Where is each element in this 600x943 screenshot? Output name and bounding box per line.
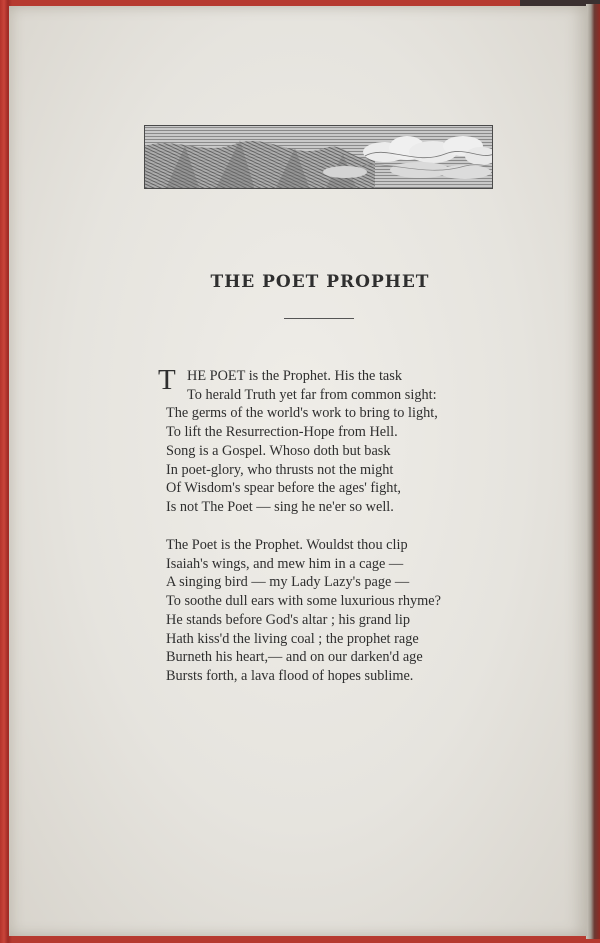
stanza-1 [158,364,506,517]
poem-line: Bursts forth, a lava flood of hopes sublime. [166,667,414,684]
poem-line: He stands before God's altar ; his grand lip [166,611,410,628]
page-edge [586,4,600,939]
title-rule [284,318,354,319]
engraving-art [145,126,493,189]
poem-line: HE POET is the Prophet. His the task [187,368,402,384]
poem-line: The germs of the world's work to bring to light, [166,405,438,422]
poem-line: Burneth his heart,— and on our darken'd age [166,649,423,666]
drop-cap: T [158,364,176,396]
poem-line: The Poet is the Prophet. Wouldst thou clip [166,537,408,553]
poem-line: To soothe dull ears with some luxurious rhyme? [166,593,441,610]
poem-line: Isaiah's wings, and mew him in a cage — [166,555,404,572]
cloud-engraving-headpiece [144,125,493,189]
poem-line: Song is a Gospel. Whoso doth but bask [166,442,391,459]
poem-line: Of Wisdom's spear before the ages' fight, [166,480,401,497]
poem-line: To lift the Resurrection-Hope from Hell. [166,424,398,441]
stanza-2 [166,536,506,686]
poem-line: Hath kiss'd the living coal ; the prophet rage [166,630,419,647]
poem-line: To herald Truth yet far from common sight: [187,386,437,403]
poem-title: THE POET PROPHET [210,272,430,292]
poem-line: A singing bird — my Lady Lazy's page — [166,574,410,591]
poem-line: Is not The Poet — sing he ne'er so well. [166,498,394,515]
poem-line: In poet-glory, who thrusts not the might [166,461,394,478]
